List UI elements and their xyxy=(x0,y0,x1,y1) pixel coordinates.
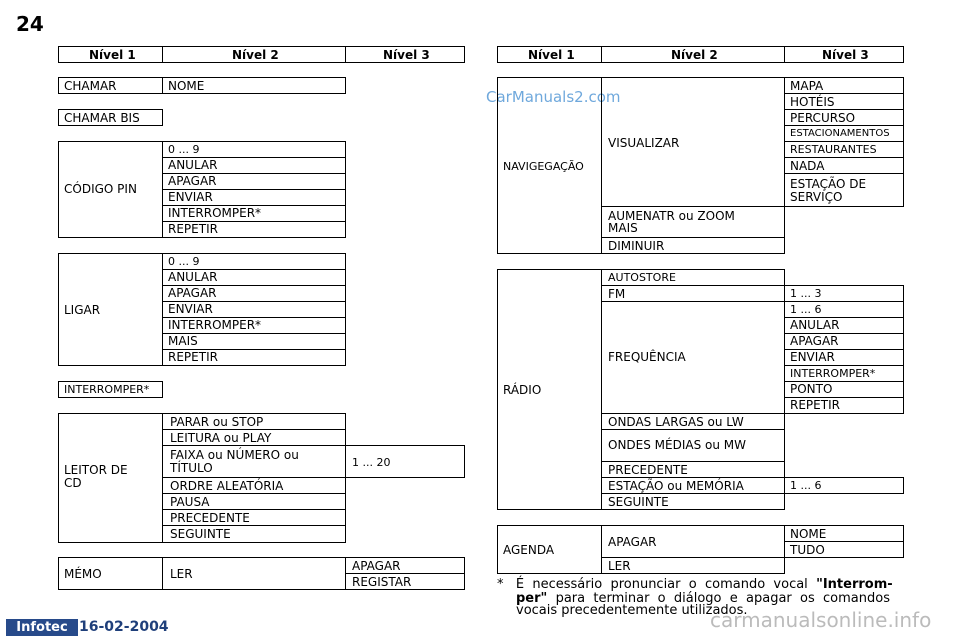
agenda-label: AGENDA xyxy=(503,543,555,557)
right-header xyxy=(497,46,904,63)
chamar-nome: NOME xyxy=(168,79,205,93)
codigo-pin-item: ENVIAR xyxy=(168,190,213,204)
visualizar-item: NADA xyxy=(790,159,825,173)
chamar-bis-label: CHAMAR BIS xyxy=(64,111,140,125)
frequencia-item: PONTO xyxy=(790,382,833,396)
agenda-level3: TUDO xyxy=(790,543,825,557)
frequencia-item: 1 ... 6 xyxy=(790,303,822,316)
leitor-cd-item: TÍTULO xyxy=(170,461,213,475)
radio-estacao: ESTAÇÃO ou MEMÓRIA xyxy=(608,479,744,493)
interromper-label: INTERROMPER* xyxy=(64,383,150,396)
frequencia-label: FREQUÊNCIA xyxy=(608,350,686,364)
codigo-pin-item: INTERROMPER* xyxy=(168,206,262,220)
estacao-level3: 1 ... 6 xyxy=(790,479,822,492)
visualizar-item: RESTAURANTES xyxy=(790,143,877,156)
footnote-line1: * É necessário pronunciar o comando vocal "Interrom- xyxy=(497,577,893,592)
memo-level3: REGISTAR xyxy=(352,575,412,589)
aumentar-label: MAIS xyxy=(608,221,638,235)
ligar-label: LIGAR xyxy=(64,303,101,317)
right-header-level3: Nível 3 xyxy=(822,48,869,62)
radio-seguinte: SEGUINTE xyxy=(608,495,669,509)
leitor-cd-item: PARAR ou STOP xyxy=(170,415,264,429)
frequencia-item: REPETIR xyxy=(790,398,840,412)
chamar-label: CHAMAR xyxy=(64,79,117,93)
leitor-cd-item: LEITURA ou PLAY xyxy=(170,431,272,445)
leitor-cd-item: FAIXA ou NÚMERO ou xyxy=(170,448,299,462)
frequencia-item: ANULAR xyxy=(790,318,840,332)
frequencia-item: APAGAR xyxy=(790,334,839,348)
ondes-medias: ONDES MÉDIAS ou MW xyxy=(608,438,747,452)
visualizar-item: MAPA xyxy=(790,79,824,93)
memo-ler: LER xyxy=(170,567,193,581)
radio-precedente: PRECEDENTE xyxy=(608,463,688,477)
leitor-cd-label: CD xyxy=(64,476,82,490)
ligar-item: 0 ... 9 xyxy=(168,255,200,268)
agenda-ler: LER xyxy=(608,559,631,573)
visualizar-item: PERCURSO xyxy=(790,111,856,125)
left-header-level3: Nível 3 xyxy=(383,48,430,62)
diminuir-label: DIMINUIR xyxy=(608,239,665,253)
footnote-line3: vocais precedentemente utilizados. xyxy=(516,603,748,618)
memo-label: MÉMO xyxy=(64,567,102,581)
ligar-item: INTERROMPER* xyxy=(168,318,262,332)
navigacao-label: NAVIGEGAÇÃO xyxy=(503,160,584,173)
page-number: 24 xyxy=(16,12,44,36)
codigo-pin-item: APAGAR xyxy=(168,174,217,188)
visualizar-item: HOTÉIS xyxy=(790,95,835,109)
left-header-level2: Nível 2 xyxy=(232,48,279,62)
aumentar-label: AUMENATR ou ZOOM xyxy=(608,209,735,223)
footer-date: 16-02-2004 xyxy=(79,619,169,635)
codigo-pin-label: CÓDIGO PIN xyxy=(64,182,137,196)
leitor-cd-item: PRECEDENTE xyxy=(170,511,250,525)
radio-fm: FM xyxy=(608,287,626,301)
memo-level3: APAGAR xyxy=(352,559,401,573)
footer-watermark: carmanualsonline.info xyxy=(710,608,932,632)
ligar-item: REPETIR xyxy=(168,350,218,364)
visualizar-item: ESTAÇÃO DE xyxy=(790,177,867,191)
ondas-largas: ONDAS LARGAS ou LW xyxy=(608,415,744,429)
visualizar-label: VISUALIZAR xyxy=(608,136,680,150)
ligar-item: ENVIAR xyxy=(168,302,213,316)
frequencia-item: ENVIAR xyxy=(790,350,835,364)
watermark: CarManuals2.com xyxy=(486,88,621,106)
frequencia-item: INTERROMPER* xyxy=(790,367,876,380)
leitor-cd-item: ORDRE ALEATÓRIA xyxy=(170,479,284,493)
radio-label: RÁDIO xyxy=(503,383,542,397)
ligar-item: APAGAR xyxy=(168,286,217,300)
ligar-item: ANULAR xyxy=(168,270,218,284)
visualizar-item: SERVIÇO xyxy=(790,190,843,204)
leitor-cd-label: LEITOR DE xyxy=(64,463,128,477)
faixa-level3: 1 ... 20 xyxy=(352,456,391,469)
brand-logo: Infotec xyxy=(6,619,78,636)
leitor-cd-item: PAUSA xyxy=(170,495,210,509)
visualizar-item: ESTACIONAMENTOS xyxy=(790,128,890,139)
codigo-pin-item: REPETIR xyxy=(168,222,218,236)
left-header-level1: Nível 1 xyxy=(89,48,136,62)
agenda-apagar: APAGAR xyxy=(608,535,657,549)
radio-autostore: AUTOSTORE xyxy=(608,271,676,284)
agenda-level3: NOME xyxy=(790,527,827,541)
right-header-level1: Nível 1 xyxy=(528,48,575,62)
ligar-item: MAIS xyxy=(168,334,198,348)
right-header-level2: Nível 2 xyxy=(671,48,718,62)
codigo-pin-item: ANULAR xyxy=(168,158,218,172)
left-header xyxy=(58,46,465,63)
codigo-pin-item: 0 ... 9 xyxy=(168,143,200,156)
footnote-line2: per" para terminar o diálogo e apagar os comandos xyxy=(516,591,890,606)
fm-level3: 1 ... 3 xyxy=(790,287,822,300)
leitor-cd-item: SEGUINTE xyxy=(170,527,231,541)
